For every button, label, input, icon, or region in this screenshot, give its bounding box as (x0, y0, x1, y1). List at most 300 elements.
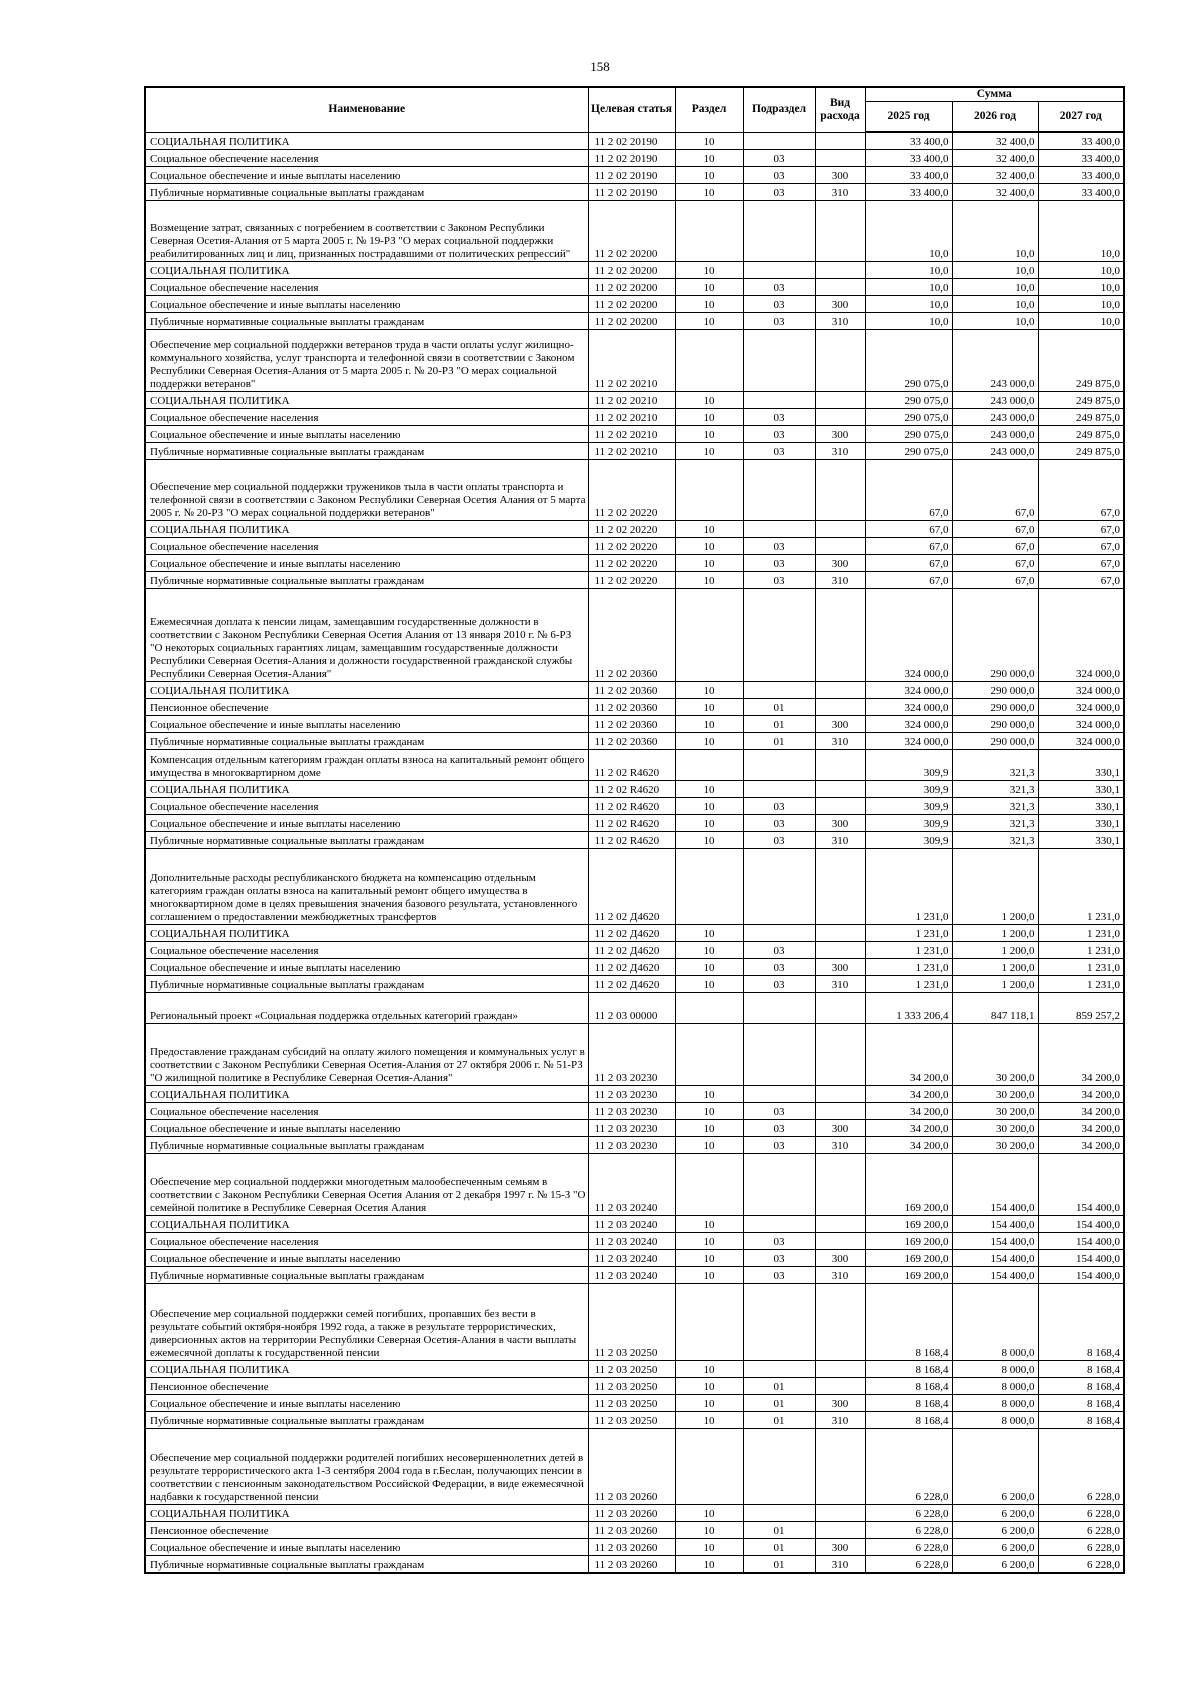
cell-2026: 1 200,0 (952, 959, 1038, 976)
cell-code: 11 2 03 20240 (588, 1267, 675, 1284)
cell-code: 11 2 02 20360 (588, 589, 675, 682)
cell-section: 10 (675, 1505, 743, 1522)
cell-subsection: 03 (743, 942, 815, 959)
table-row (145, 167, 1124, 184)
cell-2027: 8 168,4 (1038, 1284, 1124, 1361)
cell-expense-type: 310 (815, 313, 865, 330)
cell-name: Публичные нормативные социальные выплаты гражданам (145, 313, 588, 330)
cell-section: 10 (675, 538, 743, 555)
cell-code: 11 2 03 20260 (588, 1556, 675, 1574)
cell-2025: 290 075,0 (865, 392, 952, 409)
cell-subsection (743, 1086, 815, 1103)
cell-section: 10 (675, 184, 743, 201)
cell-2027: 10,0 (1038, 279, 1124, 296)
cell-subsection: 01 (743, 1378, 815, 1395)
cell-section (675, 330, 743, 392)
cell-code: 11 2 02 20200 (588, 296, 675, 313)
cell-2025: 324 000,0 (865, 682, 952, 699)
cell-name: Возмещение затрат, связанных с погребением в соответствии с Законом Республики Северная Осетия-Алания от 5 марта 2005 г. № 19-РЗ "О мерах социальной поддержки реабилитированных лиц и лиц, признанных пострадавшими от политических репрессий" (145, 201, 588, 262)
cell-2025: 1 231,0 (865, 976, 952, 993)
table-row (145, 925, 1124, 942)
cell-2025: 34 200,0 (865, 1086, 952, 1103)
cell-section: 10 (675, 1137, 743, 1154)
cell-code: 11 2 02 20210 (588, 330, 675, 392)
cell-2025: 8 168,4 (865, 1284, 952, 1361)
cell-section: 10 (675, 132, 743, 150)
cell-2026: 30 200,0 (952, 1024, 1038, 1086)
cell-code: 11 2 03 20230 (588, 1086, 675, 1103)
cell-code: 11 2 02 R4620 (588, 832, 675, 849)
cell-2026: 154 400,0 (952, 1250, 1038, 1267)
cell-code: 11 2 02 20220 (588, 538, 675, 555)
cell-code: 11 2 03 20240 (588, 1216, 675, 1233)
cell-2025: 1 231,0 (865, 959, 952, 976)
table-row (145, 1103, 1124, 1120)
cell-name: Социальное обеспечение и иные выплаты населению (145, 716, 588, 733)
cell-2025: 169 200,0 (865, 1267, 952, 1284)
cell-expense-type (815, 1361, 865, 1378)
cell-name: Пенсионное обеспечение (145, 699, 588, 716)
cell-code: 11 2 03 20240 (588, 1233, 675, 1250)
cell-2025: 309,9 (865, 832, 952, 849)
cell-code: 11 2 02 20190 (588, 184, 675, 201)
cell-name: Социальное обеспечение населения (145, 1233, 588, 1250)
cell-subsection: 03 (743, 1267, 815, 1284)
cell-2027: 8 168,4 (1038, 1412, 1124, 1429)
cell-code: 11 2 02 Д4620 (588, 925, 675, 942)
cell-section: 10 (675, 798, 743, 815)
cell-code: 11 2 03 20230 (588, 1024, 675, 1086)
cell-subsection: 03 (743, 555, 815, 572)
cell-2027: 67,0 (1038, 521, 1124, 538)
table-row (145, 538, 1124, 555)
cell-subsection: 03 (743, 296, 815, 313)
cell-subsection (743, 750, 815, 781)
table-row (145, 392, 1124, 409)
cell-2026: 154 400,0 (952, 1216, 1038, 1233)
table-row (145, 1216, 1124, 1233)
cell-2026: 30 200,0 (952, 1120, 1038, 1137)
cell-2025: 33 400,0 (865, 132, 952, 150)
cell-subsection: 03 (743, 150, 815, 167)
cell-expense-type (815, 132, 865, 150)
cell-code: 11 2 02 20200 (588, 201, 675, 262)
cell-2026: 32 400,0 (952, 132, 1038, 150)
cell-expense-type (815, 1154, 865, 1216)
table-row (145, 716, 1124, 733)
cell-name: Пенсионное обеспечение (145, 1378, 588, 1395)
cell-2027: 1 231,0 (1038, 925, 1124, 942)
table-row (145, 201, 1124, 262)
cell-2026: 32 400,0 (952, 150, 1038, 167)
cell-section (675, 750, 743, 781)
cell-2027: 330,1 (1038, 815, 1124, 832)
cell-code: 11 2 02 20220 (588, 572, 675, 589)
cell-expense-type: 300 (815, 1120, 865, 1137)
cell-2026: 243 000,0 (952, 409, 1038, 426)
cell-expense-type: 300 (815, 296, 865, 313)
cell-2027: 8 168,4 (1038, 1378, 1124, 1395)
cell-name: Социальное обеспечение населения (145, 798, 588, 815)
cell-2027: 33 400,0 (1038, 184, 1124, 201)
cell-2026: 243 000,0 (952, 330, 1038, 392)
cell-subsection (743, 1284, 815, 1361)
cell-2025: 33 400,0 (865, 167, 952, 184)
cell-section: 10 (675, 942, 743, 959)
cell-expense-type (815, 1429, 865, 1505)
cell-name: Обеспечение мер социальной поддержки многодетным малообеспеченным семьям в соответствии с Законом Республики Северная Осетия Алания от 2 декабря 1997 г. № 15-З "О семейной политике в Республике Северная Осетия Алания (145, 1154, 588, 1216)
cell-name: Социальное обеспечение и иные выплаты населению (145, 296, 588, 313)
cell-2026: 30 200,0 (952, 1137, 1038, 1154)
cell-2025: 290 075,0 (865, 409, 952, 426)
table-row (145, 150, 1124, 167)
cell-section: 10 (675, 1103, 743, 1120)
cell-2027: 330,1 (1038, 781, 1124, 798)
cell-expense-type: 310 (815, 1412, 865, 1429)
cell-section: 10 (675, 150, 743, 167)
cell-section: 10 (675, 1086, 743, 1103)
cell-2027: 10,0 (1038, 262, 1124, 279)
cell-code: 11 2 03 20230 (588, 1103, 675, 1120)
cell-section: 10 (675, 555, 743, 572)
cell-name: Обеспечение мер социальной поддержки ветеранов труда в части оплаты услуг жилищно-коммунального хозяйства, услуг транспорта и телефонной связи в соответствии с Законом Республики Северная Осетия-Алания от 5 марта 2005 г. № 20-РЗ "О мерах социальной поддержки ветеранов" (145, 330, 588, 392)
cell-2025: 34 200,0 (865, 1137, 952, 1154)
cell-2025: 33 400,0 (865, 150, 952, 167)
cell-code: 11 2 02 20220 (588, 521, 675, 538)
cell-expense-type: 310 (815, 572, 865, 589)
cell-subsection: 03 (743, 184, 815, 201)
cell-2027: 6 228,0 (1038, 1429, 1124, 1505)
table-row (145, 849, 1124, 925)
cell-2026: 1 200,0 (952, 942, 1038, 959)
cell-code: 11 2 02 20360 (588, 716, 675, 733)
cell-name: Предоставление гражданам субсидий на оплату жилого помещения и коммунальных услуг в соответствии с Законом Республики Северная Осетия-Алания от 27 октября 2006 г. № 51-РЗ "О жилищной политике в Республике Северная Осетия-Алания" (145, 1024, 588, 1086)
cell-expense-type (815, 150, 865, 167)
table-row (145, 262, 1124, 279)
cell-2026: 6 200,0 (952, 1556, 1038, 1574)
cell-2026: 67,0 (952, 572, 1038, 589)
cell-code: 11 2 02 20210 (588, 392, 675, 409)
cell-2025: 34 200,0 (865, 1120, 952, 1137)
cell-section: 10 (675, 1216, 743, 1233)
cell-name: СОЦИАЛЬНАЯ ПОЛИТИКА (145, 1361, 588, 1378)
cell-expense-type (815, 1103, 865, 1120)
cell-2027: 249 875,0 (1038, 409, 1124, 426)
cell-expense-type: 310 (815, 733, 865, 750)
table-row (145, 1522, 1124, 1539)
cell-section: 10 (675, 1361, 743, 1378)
cell-2026: 290 000,0 (952, 716, 1038, 733)
cell-2025: 309,9 (865, 750, 952, 781)
cell-subsection: 03 (743, 279, 815, 296)
table-row (145, 832, 1124, 849)
table-row (145, 521, 1124, 538)
cell-code: 11 2 02 Д4620 (588, 959, 675, 976)
cell-expense-type: 310 (815, 832, 865, 849)
cell-section: 10 (675, 1267, 743, 1284)
cell-2027: 1 231,0 (1038, 959, 1124, 976)
cell-subsection: 01 (743, 1412, 815, 1429)
table-row (145, 1250, 1124, 1267)
cell-2027: 249 875,0 (1038, 426, 1124, 443)
cell-expense-type (815, 1216, 865, 1233)
cell-2026: 243 000,0 (952, 443, 1038, 460)
cell-code: 11 2 02 20360 (588, 682, 675, 699)
cell-section: 10 (675, 1233, 743, 1250)
cell-2027: 154 400,0 (1038, 1216, 1124, 1233)
table-header (145, 87, 1124, 132)
cell-expense-type: 310 (815, 976, 865, 993)
cell-subsection: 01 (743, 733, 815, 750)
cell-section (675, 849, 743, 925)
cell-expense-type (815, 699, 865, 716)
cell-code: 11 2 02 20210 (588, 426, 675, 443)
cell-name: Социальное обеспечение населения (145, 409, 588, 426)
table-row (145, 296, 1124, 313)
cell-expense-type: 300 (815, 167, 865, 184)
cell-2026: 1 200,0 (952, 925, 1038, 942)
cell-2026: 30 200,0 (952, 1086, 1038, 1103)
cell-section: 10 (675, 682, 743, 699)
cell-2026: 290 000,0 (952, 589, 1038, 682)
cell-2025: 10,0 (865, 313, 952, 330)
cell-name: Компенсация отдельным категориям граждан оплаты взноса на капитальный ремонт общего имущества в многоквартирном доме (145, 750, 588, 781)
cell-subsection: 03 (743, 815, 815, 832)
cell-expense-type (815, 925, 865, 942)
cell-2027: 6 228,0 (1038, 1522, 1124, 1539)
cell-name: Публичные нормативные социальные выплаты гражданам (145, 1556, 588, 1574)
cell-subsection: 01 (743, 1522, 815, 1539)
cell-2026: 8 000,0 (952, 1378, 1038, 1395)
cell-subsection (743, 392, 815, 409)
cell-section: 10 (675, 409, 743, 426)
cell-name: СОЦИАЛЬНАЯ ПОЛИТИКА (145, 1216, 588, 1233)
cell-expense-type (815, 1284, 865, 1361)
cell-2025: 290 075,0 (865, 443, 952, 460)
cell-subsection: 01 (743, 1539, 815, 1556)
table-row (145, 1505, 1124, 1522)
cell-2025: 10,0 (865, 262, 952, 279)
cell-2026: 847 118,1 (952, 993, 1038, 1024)
cell-code: 11 2 02 Д4620 (588, 849, 675, 925)
cell-name: Социальное обеспечение и иные выплаты населению (145, 815, 588, 832)
table-row (145, 798, 1124, 815)
cell-name: Публичные нормативные социальные выплаты гражданам (145, 1267, 588, 1284)
cell-name: СОЦИАЛЬНАЯ ПОЛИТИКА (145, 392, 588, 409)
cell-subsection (743, 925, 815, 942)
cell-expense-type (815, 330, 865, 392)
cell-expense-type (815, 201, 865, 262)
cell-section: 10 (675, 976, 743, 993)
table-row (145, 279, 1124, 296)
cell-2025: 169 200,0 (865, 1154, 952, 1216)
cell-name: Социальное обеспечение населения (145, 279, 588, 296)
cell-expense-type (815, 1505, 865, 1522)
table-row (145, 815, 1124, 832)
cell-2025: 67,0 (865, 555, 952, 572)
cell-code: 11 2 02 20220 (588, 555, 675, 572)
header-year-2027: 2027 год (1038, 102, 1124, 133)
cell-2026: 10,0 (952, 262, 1038, 279)
cell-subsection (743, 201, 815, 262)
table-row (145, 555, 1124, 572)
cell-name: Социальное обеспечение и иные выплаты населению (145, 959, 588, 976)
table-row (145, 184, 1124, 201)
cell-2027: 33 400,0 (1038, 150, 1124, 167)
cell-code: 11 2 03 20250 (588, 1361, 675, 1378)
cell-name: Региональный проект «Социальная поддержка отдельных категорий граждан» (145, 993, 588, 1024)
cell-subsection: 03 (743, 976, 815, 993)
cell-2025: 6 228,0 (865, 1556, 952, 1574)
table-row (145, 1395, 1124, 1412)
cell-expense-type: 300 (815, 426, 865, 443)
cell-expense-type (815, 1024, 865, 1086)
cell-2026: 8 000,0 (952, 1412, 1038, 1429)
cell-code: 11 2 03 20230 (588, 1120, 675, 1137)
budget-table (144, 86, 1125, 1574)
cell-expense-type (815, 392, 865, 409)
cell-section (675, 460, 743, 521)
cell-expense-type: 310 (815, 184, 865, 201)
cell-code: 11 2 03 20260 (588, 1505, 675, 1522)
cell-2027: 10,0 (1038, 296, 1124, 313)
cell-code: 11 2 02 20190 (588, 132, 675, 150)
cell-name: Социальное обеспечение и иные выплаты населению (145, 1395, 588, 1412)
cell-section: 10 (675, 426, 743, 443)
cell-2026: 6 200,0 (952, 1522, 1038, 1539)
cell-2026: 154 400,0 (952, 1154, 1038, 1216)
table-row (145, 1233, 1124, 1250)
cell-expense-type: 300 (815, 716, 865, 733)
cell-2026: 8 000,0 (952, 1395, 1038, 1412)
cell-2025: 169 200,0 (865, 1233, 952, 1250)
cell-section (675, 1154, 743, 1216)
table-row (145, 1086, 1124, 1103)
cell-subsection (743, 262, 815, 279)
cell-2025: 6 228,0 (865, 1429, 952, 1505)
cell-subsection: 03 (743, 572, 815, 589)
cell-expense-type: 300 (815, 815, 865, 832)
cell-name: Дополнительные расходы республиканского бюджета на компенсацию отдельным категориям граждан оплаты взноса на капитальный ремонт общего имущества в многоквартирном доме в целях превышения значения базового результата, установленного соглашением о предоставлении межбюджетных трансфертов (145, 849, 588, 925)
cell-name: Обеспечение мер социальной поддержки тружеников тыла в части оплаты транспорта и телефонной связи в соответствии с Законом Республики Северная Осетия Алания от 5 марта 2005 г. № 20-РЗ "О мерах социальной поддержки ветеранов" (145, 460, 588, 521)
table-row (145, 682, 1124, 699)
cell-2027: 324 000,0 (1038, 716, 1124, 733)
cell-name: Социальное обеспечение населения (145, 1103, 588, 1120)
cell-2026: 10,0 (952, 296, 1038, 313)
cell-2026: 32 400,0 (952, 184, 1038, 201)
table-row (145, 443, 1124, 460)
table-row (145, 1284, 1124, 1361)
cell-code: 11 2 03 20250 (588, 1395, 675, 1412)
cell-name: Пенсионное обеспечение (145, 1522, 588, 1539)
cell-2025: 33 400,0 (865, 184, 952, 201)
cell-2027: 249 875,0 (1038, 392, 1124, 409)
cell-2026: 10,0 (952, 279, 1038, 296)
table-row (145, 426, 1124, 443)
cell-section: 10 (675, 1522, 743, 1539)
cell-code: 11 2 03 20260 (588, 1429, 675, 1505)
cell-2027: 330,1 (1038, 798, 1124, 815)
cell-code: 11 2 02 R4620 (588, 798, 675, 815)
cell-2027: 67,0 (1038, 572, 1124, 589)
cell-code: 11 2 03 20260 (588, 1522, 675, 1539)
cell-2025: 8 168,4 (865, 1378, 952, 1395)
cell-section: 10 (675, 262, 743, 279)
cell-2025: 10,0 (865, 279, 952, 296)
cell-subsection (743, 132, 815, 150)
cell-2026: 6 200,0 (952, 1539, 1038, 1556)
cell-subsection: 03 (743, 443, 815, 460)
cell-subsection (743, 1154, 815, 1216)
cell-code: 11 2 02 20210 (588, 443, 675, 460)
cell-code: 11 2 02 20210 (588, 409, 675, 426)
cell-code: 11 2 02 R4620 (588, 781, 675, 798)
cell-name: Социальное обеспечение населения (145, 538, 588, 555)
cell-2027: 67,0 (1038, 555, 1124, 572)
cell-section: 10 (675, 296, 743, 313)
cell-code: 11 2 03 20240 (588, 1250, 675, 1267)
cell-expense-type (815, 262, 865, 279)
table-row (145, 993, 1124, 1024)
cell-2025: 1 231,0 (865, 849, 952, 925)
cell-2025: 169 200,0 (865, 1216, 952, 1233)
cell-expense-type (815, 538, 865, 555)
cell-section: 10 (675, 1250, 743, 1267)
cell-name: СОЦИАЛЬНАЯ ПОЛИТИКА (145, 132, 588, 150)
cell-2027: 1 231,0 (1038, 942, 1124, 959)
cell-name: Публичные нормативные социальные выплаты гражданам (145, 443, 588, 460)
cell-code: 11 2 02 20200 (588, 279, 675, 296)
cell-subsection: 03 (743, 1120, 815, 1137)
table-row (145, 313, 1124, 330)
cell-subsection: 03 (743, 1103, 815, 1120)
table-row (145, 1154, 1124, 1216)
header-section: Раздел (675, 87, 743, 132)
table-row (145, 1412, 1124, 1429)
cell-2025: 324 000,0 (865, 589, 952, 682)
table-row (145, 781, 1124, 798)
cell-2027: 8 168,4 (1038, 1395, 1124, 1412)
cell-code: 11 2 02 Д4620 (588, 976, 675, 993)
cell-subsection (743, 849, 815, 925)
cell-2027: 34 200,0 (1038, 1137, 1124, 1154)
cell-subsection: 03 (743, 167, 815, 184)
cell-2026: 32 400,0 (952, 167, 1038, 184)
cell-expense-type: 310 (815, 443, 865, 460)
cell-expense-type (815, 942, 865, 959)
cell-expense-type (815, 1086, 865, 1103)
cell-name: Публичные нормативные социальные выплаты гражданам (145, 572, 588, 589)
cell-name: Социальное обеспечение и иные выплаты населению (145, 1539, 588, 1556)
cell-name: Публичные нормативные социальные выплаты гражданам (145, 733, 588, 750)
cell-section: 10 (675, 167, 743, 184)
cell-subsection (743, 682, 815, 699)
cell-2027: 34 200,0 (1038, 1120, 1124, 1137)
cell-2027: 330,1 (1038, 750, 1124, 781)
cell-code: 11 2 02 20360 (588, 733, 675, 750)
cell-subsection: 03 (743, 798, 815, 815)
cell-name: Публичные нормативные социальные выплаты гражданам (145, 184, 588, 201)
cell-2025: 309,9 (865, 815, 952, 832)
cell-expense-type: 310 (815, 1267, 865, 1284)
cell-2027: 324 000,0 (1038, 682, 1124, 699)
table-row (145, 733, 1124, 750)
cell-name: СОЦИАЛЬНАЯ ПОЛИТИКА (145, 1086, 588, 1103)
cell-2025: 6 228,0 (865, 1522, 952, 1539)
table-row (145, 750, 1124, 781)
cell-section: 10 (675, 1412, 743, 1429)
cell-name: СОЦИАЛЬНАЯ ПОЛИТИКА (145, 1505, 588, 1522)
